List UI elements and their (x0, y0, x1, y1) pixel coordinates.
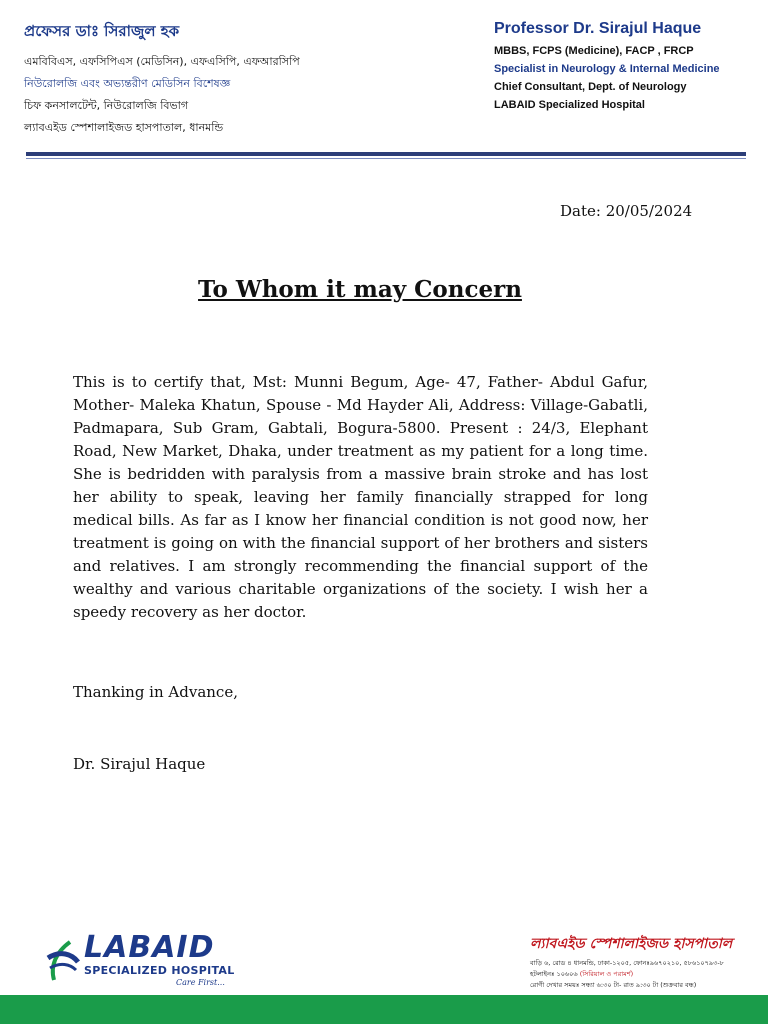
hotline-line (530, 969, 760, 980)
header-divider-thin (26, 158, 746, 159)
signature-name: Dr. Sirajul Haque (73, 755, 206, 773)
labaid-logo (46, 930, 266, 990)
letter-date: Date: 20/05/2024 (560, 202, 693, 220)
footer-contact (530, 932, 760, 991)
doctor-name-bn: প্রফেসর ডাঃ সিরাজুল হক (24, 22, 180, 40)
hospital-name-bn-footer: ল্যাবএইড স্পেশালাইজড হাসপাতাল (530, 936, 733, 952)
header-divider (26, 152, 746, 156)
hospital-bn: ল্যাবএইড স্পেশালাইজড হাসপাতাল, ধানমন্ডি (24, 121, 224, 134)
letter-closing: Thanking in Advance, (73, 683, 238, 701)
doctor-name-en: Professor Dr. Sirajul Haque (494, 20, 702, 37)
logo-tagline: Care First... (176, 978, 225, 987)
degrees-bn: এমবিবিএস, এফসিপিএস (মেডিসিন), এফএসিপি, এফআরসিপি (24, 55, 300, 68)
logo-subtitle: SPECIALIZED HOSPITAL (84, 964, 235, 977)
header-bangla (24, 20, 384, 139)
degrees-en: MBBS, FCPS (Medicine), FACP , FRCP (494, 45, 694, 57)
footer-green-bar (0, 995, 768, 1024)
labaid-mark-icon (46, 936, 80, 984)
specialty-bn: নিউরোলজি এবং অভ্যন্তরীণ মেডিসিন বিশেষজ্ঞ (24, 77, 231, 90)
position-en: Chief Consultant, Dept. of Neurology (494, 81, 687, 93)
address-bn: বাড়ি ৬, রোড ৪ ধানমন্ডি, ঢাকা-১২০৫, ফোনঃ৯৬৭০২১০, ৫৮৬১০৭৯৩-৮ (530, 959, 724, 967)
position-bn: চিফ কনসালটেন্ট, নিউরোলজি বিভাগ (24, 99, 189, 112)
hotline-note: (সিরিয়াল ও পরামর্শ) (579, 970, 634, 978)
logo-wordmark: LABAID (84, 930, 215, 965)
letter-title: To Whom it may Concern (198, 276, 522, 303)
visiting-hours-bn: রোগী দেখার সময়ঃ সন্ধ্যা ৬:৩০ টা- রাত ৯:৩০ টা (শুক্রবার বন্ধ) (530, 981, 697, 989)
letter-body: This is to certify that, Mst: Munni Begum, Age- 47, Father- Abdul Gafur, Mother- Maleka Khatun, Spouse - Md Hayder Ali, Address: Village-Gabatli, Padmapara, Sub Gram, Gabtali, Bogura-5800. Present : 24/3, Elephant Road, New Market, Dhaka, under treatment as my patient for a long time. She is bedridden with paralysis from a massive brain stroke and has lost her ability to speak, leaving her family financially strapped for long medical bills. As far as I know her financial condition is not good now, her treatment is going on with the financial support of her brothers and sisters and relatives. I am strongly recommending the financial support of the wealthy and various charitable organizations of the society. I wish her a speedy recovery as her doctor. (73, 373, 648, 621)
header-english (494, 20, 758, 114)
specialty-en: Specialist in Neurology & Internal Medicine (494, 63, 720, 75)
hotline-label: হটলাইনঃ ১০৬০৬ (530, 970, 578, 978)
hospital-en: LABAID Specialized Hospital (494, 99, 645, 111)
